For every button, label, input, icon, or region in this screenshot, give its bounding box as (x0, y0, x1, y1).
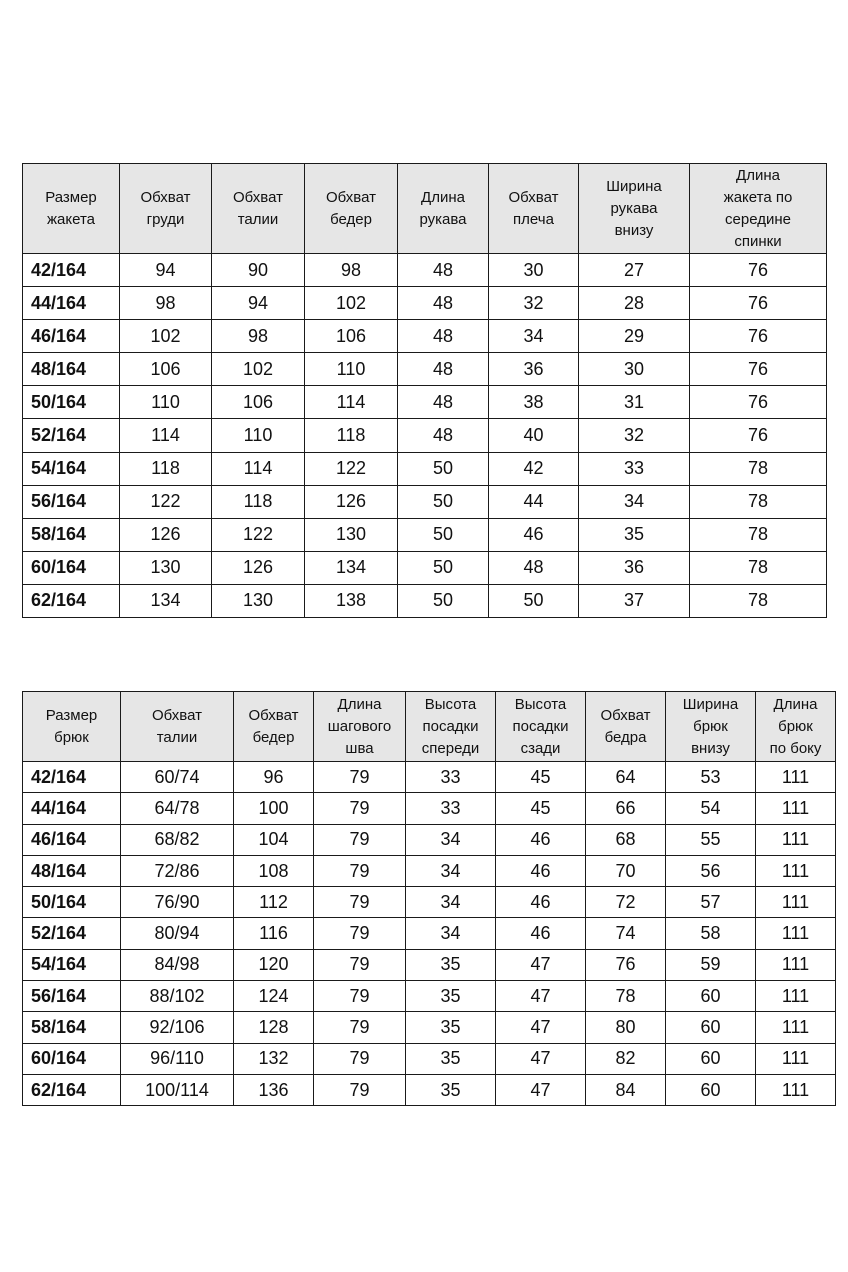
table-row (23, 452, 827, 485)
measurement-cell: 44 (489, 485, 579, 518)
table-row (23, 485, 827, 518)
measurement-cell: 50 (398, 452, 489, 485)
measurement-cell: 126 (120, 518, 212, 551)
measurement-cell: 64 (586, 762, 666, 793)
measurement-cell: 76 (586, 949, 666, 980)
measurement-cell: 47 (496, 981, 586, 1012)
measurement-cell: 33 (579, 452, 690, 485)
size-cell: 60/164 (23, 1043, 121, 1074)
measurement-cell: 111 (756, 824, 836, 855)
size-cell: 54/164 (23, 949, 121, 980)
measurement-cell: 80 (586, 1012, 666, 1043)
measurement-cell: 79 (314, 824, 406, 855)
size-cell: 62/164 (23, 584, 120, 617)
measurement-cell: 111 (756, 949, 836, 980)
measurement-cell: 134 (305, 551, 398, 584)
measurement-cell: 33 (406, 793, 496, 824)
measurement-cell: 111 (756, 887, 836, 918)
measurement-cell: 53 (666, 762, 756, 793)
size-cell: 52/164 (23, 419, 120, 452)
measurement-cell: 130 (212, 584, 305, 617)
table-row (23, 518, 827, 551)
measurement-cell: 111 (756, 918, 836, 949)
measurement-cell: 112 (234, 887, 314, 918)
measurement-cell: 50 (398, 518, 489, 551)
measurement-cell: 46 (496, 887, 586, 918)
measurement-cell: 45 (496, 793, 586, 824)
measurement-cell: 46 (496, 855, 586, 886)
table-row (23, 949, 836, 980)
measurement-cell: 70 (586, 855, 666, 886)
measurement-cell: 34 (579, 485, 690, 518)
measurement-cell: 35 (406, 1043, 496, 1074)
size-cell: 44/164 (23, 287, 120, 320)
measurement-cell: 76 (690, 419, 827, 452)
measurement-cell: 78 (690, 452, 827, 485)
table-row (23, 254, 827, 287)
column-header: Обхват талии (212, 164, 305, 254)
measurement-cell: 33 (406, 762, 496, 793)
measurement-cell: 60 (666, 1043, 756, 1074)
measurement-cell: 79 (314, 1043, 406, 1074)
measurement-cell: 106 (305, 320, 398, 353)
measurement-cell: 78 (690, 518, 827, 551)
column-header: Высота посадки сзади (496, 692, 586, 762)
size-cell: 50/164 (23, 887, 121, 918)
measurement-cell: 34 (406, 887, 496, 918)
measurement-cell: 57 (666, 887, 756, 918)
measurement-cell: 78 (690, 584, 827, 617)
measurement-cell: 68 (586, 824, 666, 855)
size-cell: 60/164 (23, 551, 120, 584)
measurement-cell: 76 (690, 386, 827, 419)
measurement-cell: 35 (579, 518, 690, 551)
measurement-cell: 48 (398, 386, 489, 419)
table-row (23, 824, 836, 855)
measurement-cell: 100/114 (121, 1074, 234, 1105)
column-header: Длина брюк по боку (756, 692, 836, 762)
measurement-cell: 50 (398, 551, 489, 584)
measurement-cell: 27 (579, 254, 690, 287)
measurement-cell: 102 (305, 287, 398, 320)
measurement-cell: 106 (212, 386, 305, 419)
measurement-cell: 79 (314, 1074, 406, 1105)
size-cell: 56/164 (23, 981, 121, 1012)
measurement-cell: 29 (579, 320, 690, 353)
column-header: Обхват бедра (586, 692, 666, 762)
measurement-cell: 118 (305, 419, 398, 452)
measurement-cell: 80/94 (121, 918, 234, 949)
table-row (23, 551, 827, 584)
measurement-cell: 28 (579, 287, 690, 320)
table-row (23, 981, 836, 1012)
measurement-cell: 50 (489, 584, 579, 617)
table-row (23, 855, 836, 886)
measurement-cell: 79 (314, 918, 406, 949)
measurement-cell: 47 (496, 949, 586, 980)
measurement-cell: 32 (579, 419, 690, 452)
measurement-cell: 60/74 (121, 762, 234, 793)
measurement-cell: 72/86 (121, 855, 234, 886)
measurement-cell: 45 (496, 762, 586, 793)
column-header: Длина рукава (398, 164, 489, 254)
table-row (23, 918, 836, 949)
pants-table-header (23, 692, 836, 762)
table-row (23, 887, 836, 918)
measurement-cell: 126 (212, 551, 305, 584)
measurement-cell: 76 (690, 254, 827, 287)
jacket-table-header (23, 164, 827, 254)
measurement-cell: 124 (234, 981, 314, 1012)
table-row (23, 1043, 836, 1074)
measurement-cell: 130 (120, 551, 212, 584)
table-row (23, 584, 827, 617)
measurement-cell: 98 (120, 287, 212, 320)
measurement-cell: 88/102 (121, 981, 234, 1012)
measurement-cell: 79 (314, 793, 406, 824)
measurement-cell: 55 (666, 824, 756, 855)
column-header: Размер жакета (23, 164, 120, 254)
measurement-cell: 134 (120, 584, 212, 617)
measurement-cell: 35 (406, 1012, 496, 1043)
measurement-cell: 35 (406, 981, 496, 1012)
measurement-cell: 48 (398, 353, 489, 386)
measurement-cell: 79 (314, 762, 406, 793)
measurement-cell: 46 (496, 824, 586, 855)
measurement-cell: 46 (496, 918, 586, 949)
measurement-cell: 59 (666, 949, 756, 980)
measurement-cell: 54 (666, 793, 756, 824)
measurement-cell: 68/82 (121, 824, 234, 855)
measurement-cell: 79 (314, 855, 406, 886)
measurement-cell: 111 (756, 1043, 836, 1074)
measurement-cell: 35 (406, 1074, 496, 1105)
column-header: Ширина рукава внизу (579, 164, 690, 254)
measurement-cell: 114 (212, 452, 305, 485)
measurement-cell: 104 (234, 824, 314, 855)
size-cell: 54/164 (23, 452, 120, 485)
column-header: Высота посадки спереди (406, 692, 496, 762)
measurement-cell: 60 (666, 981, 756, 1012)
column-header: Длина жакета по середине спинки (690, 164, 827, 254)
measurement-cell: 111 (756, 981, 836, 1012)
measurement-cell: 78 (690, 551, 827, 584)
measurement-cell: 106 (120, 353, 212, 386)
column-header: Обхват бедер (305, 164, 398, 254)
table-row (23, 320, 827, 353)
measurement-cell: 111 (756, 762, 836, 793)
measurement-cell: 34 (406, 855, 496, 886)
measurement-cell: 136 (234, 1074, 314, 1105)
measurement-cell: 78 (586, 981, 666, 1012)
size-cell: 62/164 (23, 1074, 121, 1105)
measurement-cell: 31 (579, 386, 690, 419)
measurement-cell: 111 (756, 793, 836, 824)
measurement-cell: 138 (305, 584, 398, 617)
column-header: Обхват бедер (234, 692, 314, 762)
size-cell: 58/164 (23, 1012, 121, 1043)
measurement-cell: 128 (234, 1012, 314, 1043)
measurement-cell: 48 (489, 551, 579, 584)
measurement-cell: 35 (406, 949, 496, 980)
measurement-cell: 122 (212, 518, 305, 551)
measurement-cell: 126 (305, 485, 398, 518)
measurement-cell: 82 (586, 1043, 666, 1074)
size-cell: 42/164 (23, 762, 121, 793)
measurement-cell: 64/78 (121, 793, 234, 824)
measurement-cell: 48 (398, 320, 489, 353)
size-cell: 42/164 (23, 254, 120, 287)
measurement-cell: 110 (120, 386, 212, 419)
measurement-cell: 122 (120, 485, 212, 518)
measurement-cell: 102 (120, 320, 212, 353)
measurement-cell: 76 (690, 353, 827, 386)
measurement-cell: 98 (212, 320, 305, 353)
measurement-cell: 92/106 (121, 1012, 234, 1043)
measurement-cell: 111 (756, 1074, 836, 1105)
header-row (23, 164, 827, 254)
measurement-cell: 90 (212, 254, 305, 287)
size-cell: 44/164 (23, 793, 121, 824)
measurement-cell: 66 (586, 793, 666, 824)
measurement-cell: 120 (234, 949, 314, 980)
size-cell: 56/164 (23, 485, 120, 518)
measurement-cell: 118 (212, 485, 305, 518)
measurement-cell: 30 (579, 353, 690, 386)
table-row (23, 762, 836, 793)
measurement-cell: 130 (305, 518, 398, 551)
measurement-cell: 58 (666, 918, 756, 949)
table-row (23, 419, 827, 452)
column-header: Размер брюк (23, 692, 121, 762)
column-header: Обхват талии (121, 692, 234, 762)
measurement-cell: 102 (212, 353, 305, 386)
measurement-cell: 114 (120, 419, 212, 452)
table-row (23, 1074, 836, 1105)
measurement-cell: 47 (496, 1012, 586, 1043)
measurement-cell: 96 (234, 762, 314, 793)
measurement-cell: 100 (234, 793, 314, 824)
measurement-cell: 38 (489, 386, 579, 419)
measurement-cell: 110 (305, 353, 398, 386)
column-header: Ширина брюк внизу (666, 692, 756, 762)
measurement-cell: 42 (489, 452, 579, 485)
column-header: Обхват груди (120, 164, 212, 254)
measurement-cell: 108 (234, 855, 314, 886)
measurement-cell: 76/90 (121, 887, 234, 918)
measurement-cell: 76 (690, 287, 827, 320)
pants-table-body (23, 762, 836, 1106)
table-row (23, 287, 827, 320)
measurement-cell: 76 (690, 320, 827, 353)
measurement-cell: 40 (489, 419, 579, 452)
measurement-cell: 36 (579, 551, 690, 584)
measurement-cell: 50 (398, 584, 489, 617)
pants-size-table (22, 691, 836, 1106)
measurement-cell: 116 (234, 918, 314, 949)
measurement-cell: 79 (314, 949, 406, 980)
size-cell: 52/164 (23, 918, 121, 949)
measurement-cell: 34 (406, 918, 496, 949)
size-cell: 50/164 (23, 386, 120, 419)
jacket-size-table (22, 163, 827, 618)
header-row (23, 692, 836, 762)
size-cell: 46/164 (23, 824, 121, 855)
measurement-cell: 114 (305, 386, 398, 419)
measurement-cell: 50 (398, 485, 489, 518)
measurement-cell: 60 (666, 1012, 756, 1043)
table-row (23, 1012, 836, 1043)
measurement-cell: 96/110 (121, 1043, 234, 1074)
measurement-cell: 118 (120, 452, 212, 485)
table-row (23, 353, 827, 386)
measurement-cell: 111 (756, 855, 836, 886)
measurement-cell: 74 (586, 918, 666, 949)
measurement-cell: 94 (212, 287, 305, 320)
measurement-cell: 30 (489, 254, 579, 287)
table-row (23, 793, 836, 824)
measurement-cell: 47 (496, 1043, 586, 1074)
measurement-cell: 110 (212, 419, 305, 452)
size-cell: 48/164 (23, 855, 121, 886)
measurement-cell: 48 (398, 419, 489, 452)
measurement-cell: 98 (305, 254, 398, 287)
size-cell: 58/164 (23, 518, 120, 551)
column-header: Обхват плеча (489, 164, 579, 254)
column-header: Длина шагового шва (314, 692, 406, 762)
measurement-cell: 48 (398, 287, 489, 320)
size-cell: 48/164 (23, 353, 120, 386)
measurement-cell: 34 (406, 824, 496, 855)
measurement-cell: 46 (489, 518, 579, 551)
measurement-cell: 48 (398, 254, 489, 287)
measurement-cell: 47 (496, 1074, 586, 1105)
measurement-cell: 122 (305, 452, 398, 485)
measurement-cell: 78 (690, 485, 827, 518)
measurement-cell: 132 (234, 1043, 314, 1074)
measurement-cell: 72 (586, 887, 666, 918)
measurement-cell: 34 (489, 320, 579, 353)
size-cell: 46/164 (23, 320, 120, 353)
measurement-cell: 79 (314, 1012, 406, 1043)
jacket-table-body (23, 254, 827, 618)
measurement-cell: 56 (666, 855, 756, 886)
measurement-cell: 60 (666, 1074, 756, 1105)
measurement-cell: 84 (586, 1074, 666, 1105)
measurement-cell: 36 (489, 353, 579, 386)
measurement-cell: 79 (314, 981, 406, 1012)
measurement-cell: 32 (489, 287, 579, 320)
measurement-cell: 84/98 (121, 949, 234, 980)
measurement-cell: 111 (756, 1012, 836, 1043)
table-row (23, 386, 827, 419)
measurement-cell: 37 (579, 584, 690, 617)
measurement-cell: 79 (314, 887, 406, 918)
measurement-cell: 94 (120, 254, 212, 287)
